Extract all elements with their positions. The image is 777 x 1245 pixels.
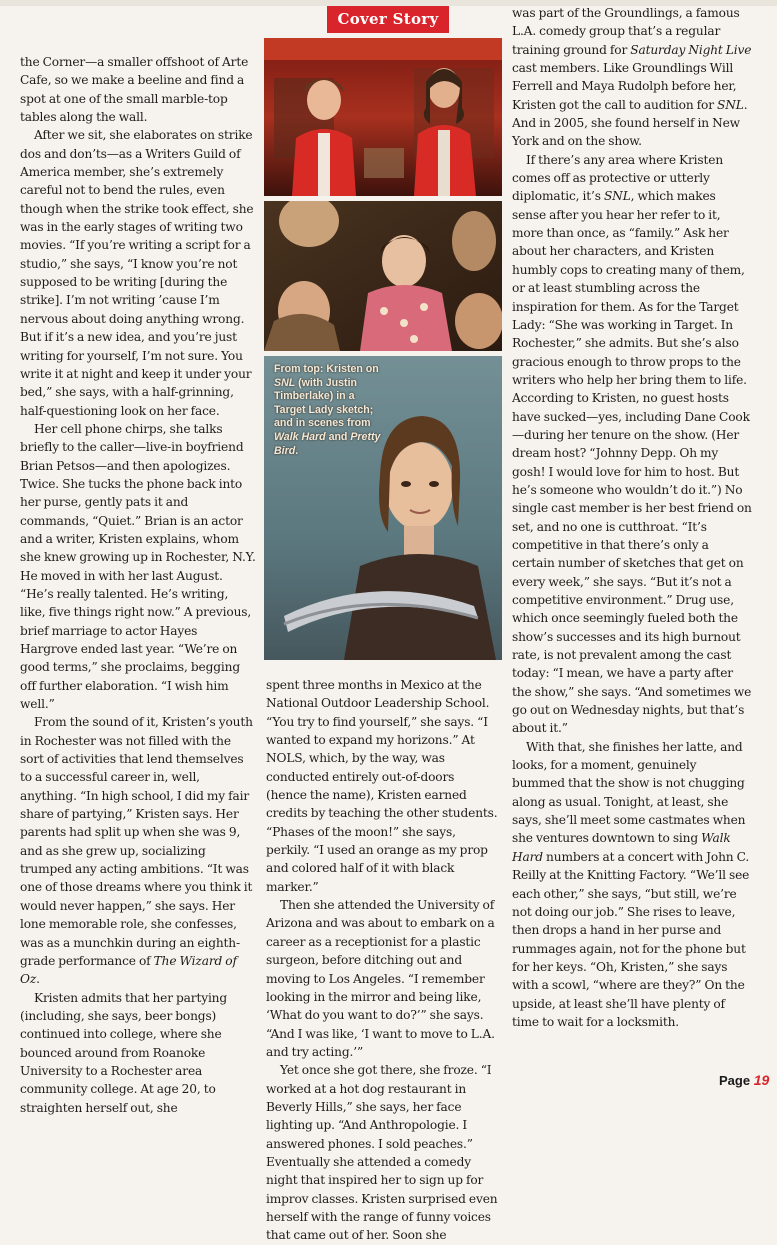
article-column-1 — [20, 53, 256, 1117]
text-run: If there’s any area where Kristen comes off as protective or utterly diplomatic, it’s — [512, 152, 724, 204]
title-italic: Walk Hard — [512, 831, 731, 864]
caption-text: . — [295, 444, 299, 457]
paragraph — [20, 713, 256, 988]
photo-caption — [274, 363, 386, 458]
caption-italic: Pretty Bird — [274, 430, 381, 457]
caption-text: and — [325, 430, 351, 443]
title-italic: SNL — [603, 189, 631, 204]
paragraph: spent three months in Mexico at the National Outdoor Leadership School. “You try to find yourself,” she says. “I wanted to expand my horizons.” At NOLS, which, by the way, was conducted entirely out-of-doors (hence the name), Kristen earned credits by teaching the other students. “Phases of the moon!” she says, perkily. “I used an orange as my prop and colored half of it with black marker.” — [266, 678, 498, 894]
photo-strip — [264, 38, 502, 660]
text-run: was part of the Groundlings, a famous L.A. comedy group that’s a regular training ground for — [512, 6, 740, 57]
paragraph: the Corner—a smaller offshoot of Arte Cafe, so we make a beeline and find a spot at one of the small marble-top tables along the wall. — [20, 55, 249, 125]
paragraph: Then she attended the University of Arizona and was about to embark on a career as a receptionist for a plastic surgeon, before ditching out and moving to Los Angeles. “I remember looking in the mirror and being like, ‘What do you want to do?’” she says. “And I was like, ‘I want to move to L.A. and try acting.’” — [266, 898, 495, 1059]
paragraph — [512, 151, 752, 738]
text-run: With that, she finishes her latte, and looks, for a moment, genuinely bummed that the show is not chugging along as usual. Tonight, at least, she says, she’ll meet some castmates when she ventures downtown to sing — [512, 739, 746, 846]
caption-text: From top: Kristen on — [274, 363, 379, 375]
text-run: , which makes sense after you hear her refer to it, more than once, as “family.” Ask her about her characters, and Kristen humbly cops to creating many of them, or at least stumbling across the inspiration for them. As for the Target Lady: “She was working in Target. In Rochester,” she admits. But she’s also gracious enough to throw props to the writers who help her bring them to life. According to Kristen, no guest hosts have sucked—yes, including Dane Cook—during her tenure on the show. (Her dream host? “Johnny Depp. Oh my gosh! I would love for him to host. But he’s someone who wouldn’t do it.”) No single cast member is her best friend on set, and no one is cutthroat. “It’s competitive in that there’s only a certain number of sketches that get on every week,” she says. “But it’s not a competitive environment.” Drug use, which once seemingly fueled both the show’s successes and its high burnout rate, is not prevalent among the cast today: “I mean, we have a party after the show,” she says. “And sometimes we go out on Wednesday nights, but that’s about it.” — [512, 189, 752, 736]
text-run: numbers at a concert with John C. Reilly at the Knitting Factory. “We’ll see each other,” she says, “but still, we’re not doing our job.” She rises to leave, then drops a hand in her purse and rummages again, not for the phone but for her keys. “Oh, Kristen,” she says with a scowl, “where are they?” On the upside, at least she’ll have plenty of time to wait for a locksmith. — [512, 849, 750, 1029]
page-label: Page — [719, 1073, 751, 1088]
photo-target-lady-sketch — [264, 38, 502, 196]
text-run: From the sound of it, Kristen’s youth in Rochester was not filled with the sort of activities that lend themselves to a successful career in, well, anything. “In high school, I did my fair share of partying,” Kristen says. Her parents had split up when she was 9, and as she grew up, socializing trumped any acting ambitions. “It was one of those dreams where you think it would never happen,” she says. Her lone memorable role, she confesses, was as a munchkin during an eighth-grade performance of — [20, 715, 253, 968]
paragraph: After we sit, she elaborates on strike dos and don’ts—as a Writers Guild of America member, she’s extremely careful not to bend the rules, even though when the strike took effect, she was in the early stages of writing two movies. “If you’re writing a script for a studio,” she says, “I know you’re not supposed to be writing [during the strike]. I’m not writing ’cause I’m nervous about doing anything wrong. But if it’s a new idea, and you’re just writing for yourself, I’m not sure. You write it at night and keep it under your bed,” she says, with a half-grinning, half-questioning look on her face. — [20, 128, 254, 418]
caption-italic: SNL — [274, 376, 296, 389]
text-run: . And in 2005, she found herself in New York and on the show. — [512, 97, 748, 149]
caption-italic: Walk Hard — [274, 430, 326, 443]
paragraph: Her cell phone chirps, she talks briefly to the caller—live-in boyfriend Brian Petsos—and then apologizes. Twice. She tucks the phone back into her purse, gently pats it and commands, “Quiet.” Brian is an actor and a writer, Kristen explains, whom she knew growing up in Rochester, N.Y. He moved in with her last August. “He’s really talented. He’s writing, like, five things right now.” A previous, brief marriage to actor Hayes Hargrove ended last year. “We’re on good terms,” she proclaims, begging off further elaboration. “I wish him well.” — [20, 421, 256, 712]
paragraph: Kristen admits that her partying (including, she says, beer bongs) continued into college, where she bounced around from Roanoke University to a Rochester area community college. At age 20, to straighten herself out, she — [20, 990, 228, 1115]
text-run: cast members. Like Groundlings Will Ferrell and Maya Rudolph before her, Kristen got the call to audition for — [512, 61, 737, 112]
text-run: . — [36, 972, 40, 987]
article-column-3 — [512, 4, 752, 1031]
article-column-2 — [266, 676, 498, 1245]
paragraph: Yet once she got there, she froze. “I worked at a hot dog restaurant in Beverly Hills,” she says, her face lighting up. “And Anthropologie. I answered phones. I sold peaches.” Eventually she attended a comedy night that inspired her to sign up for improv classes. Kristen surprised even herself with the range of funny voices that came out of her. Soon she — [266, 1063, 498, 1243]
title-italic: SNL — [717, 97, 744, 112]
title-italic: The Wizard of Oz — [20, 953, 237, 987]
photo-walk-hard-scene — [264, 201, 502, 351]
page-number-value: 19 — [753, 1072, 770, 1088]
title-italic: Saturday Night Live — [630, 42, 752, 57]
caption-text: (with Justin Timberlake) in a Target Lady sketch; and in scenes from — [274, 376, 374, 430]
photo-pretty-bird-scene — [264, 356, 502, 660]
paragraph — [512, 738, 752, 1032]
section-label: Cover Story — [327, 6, 449, 33]
page-number — [719, 1072, 769, 1088]
paragraph — [512, 4, 752, 151]
